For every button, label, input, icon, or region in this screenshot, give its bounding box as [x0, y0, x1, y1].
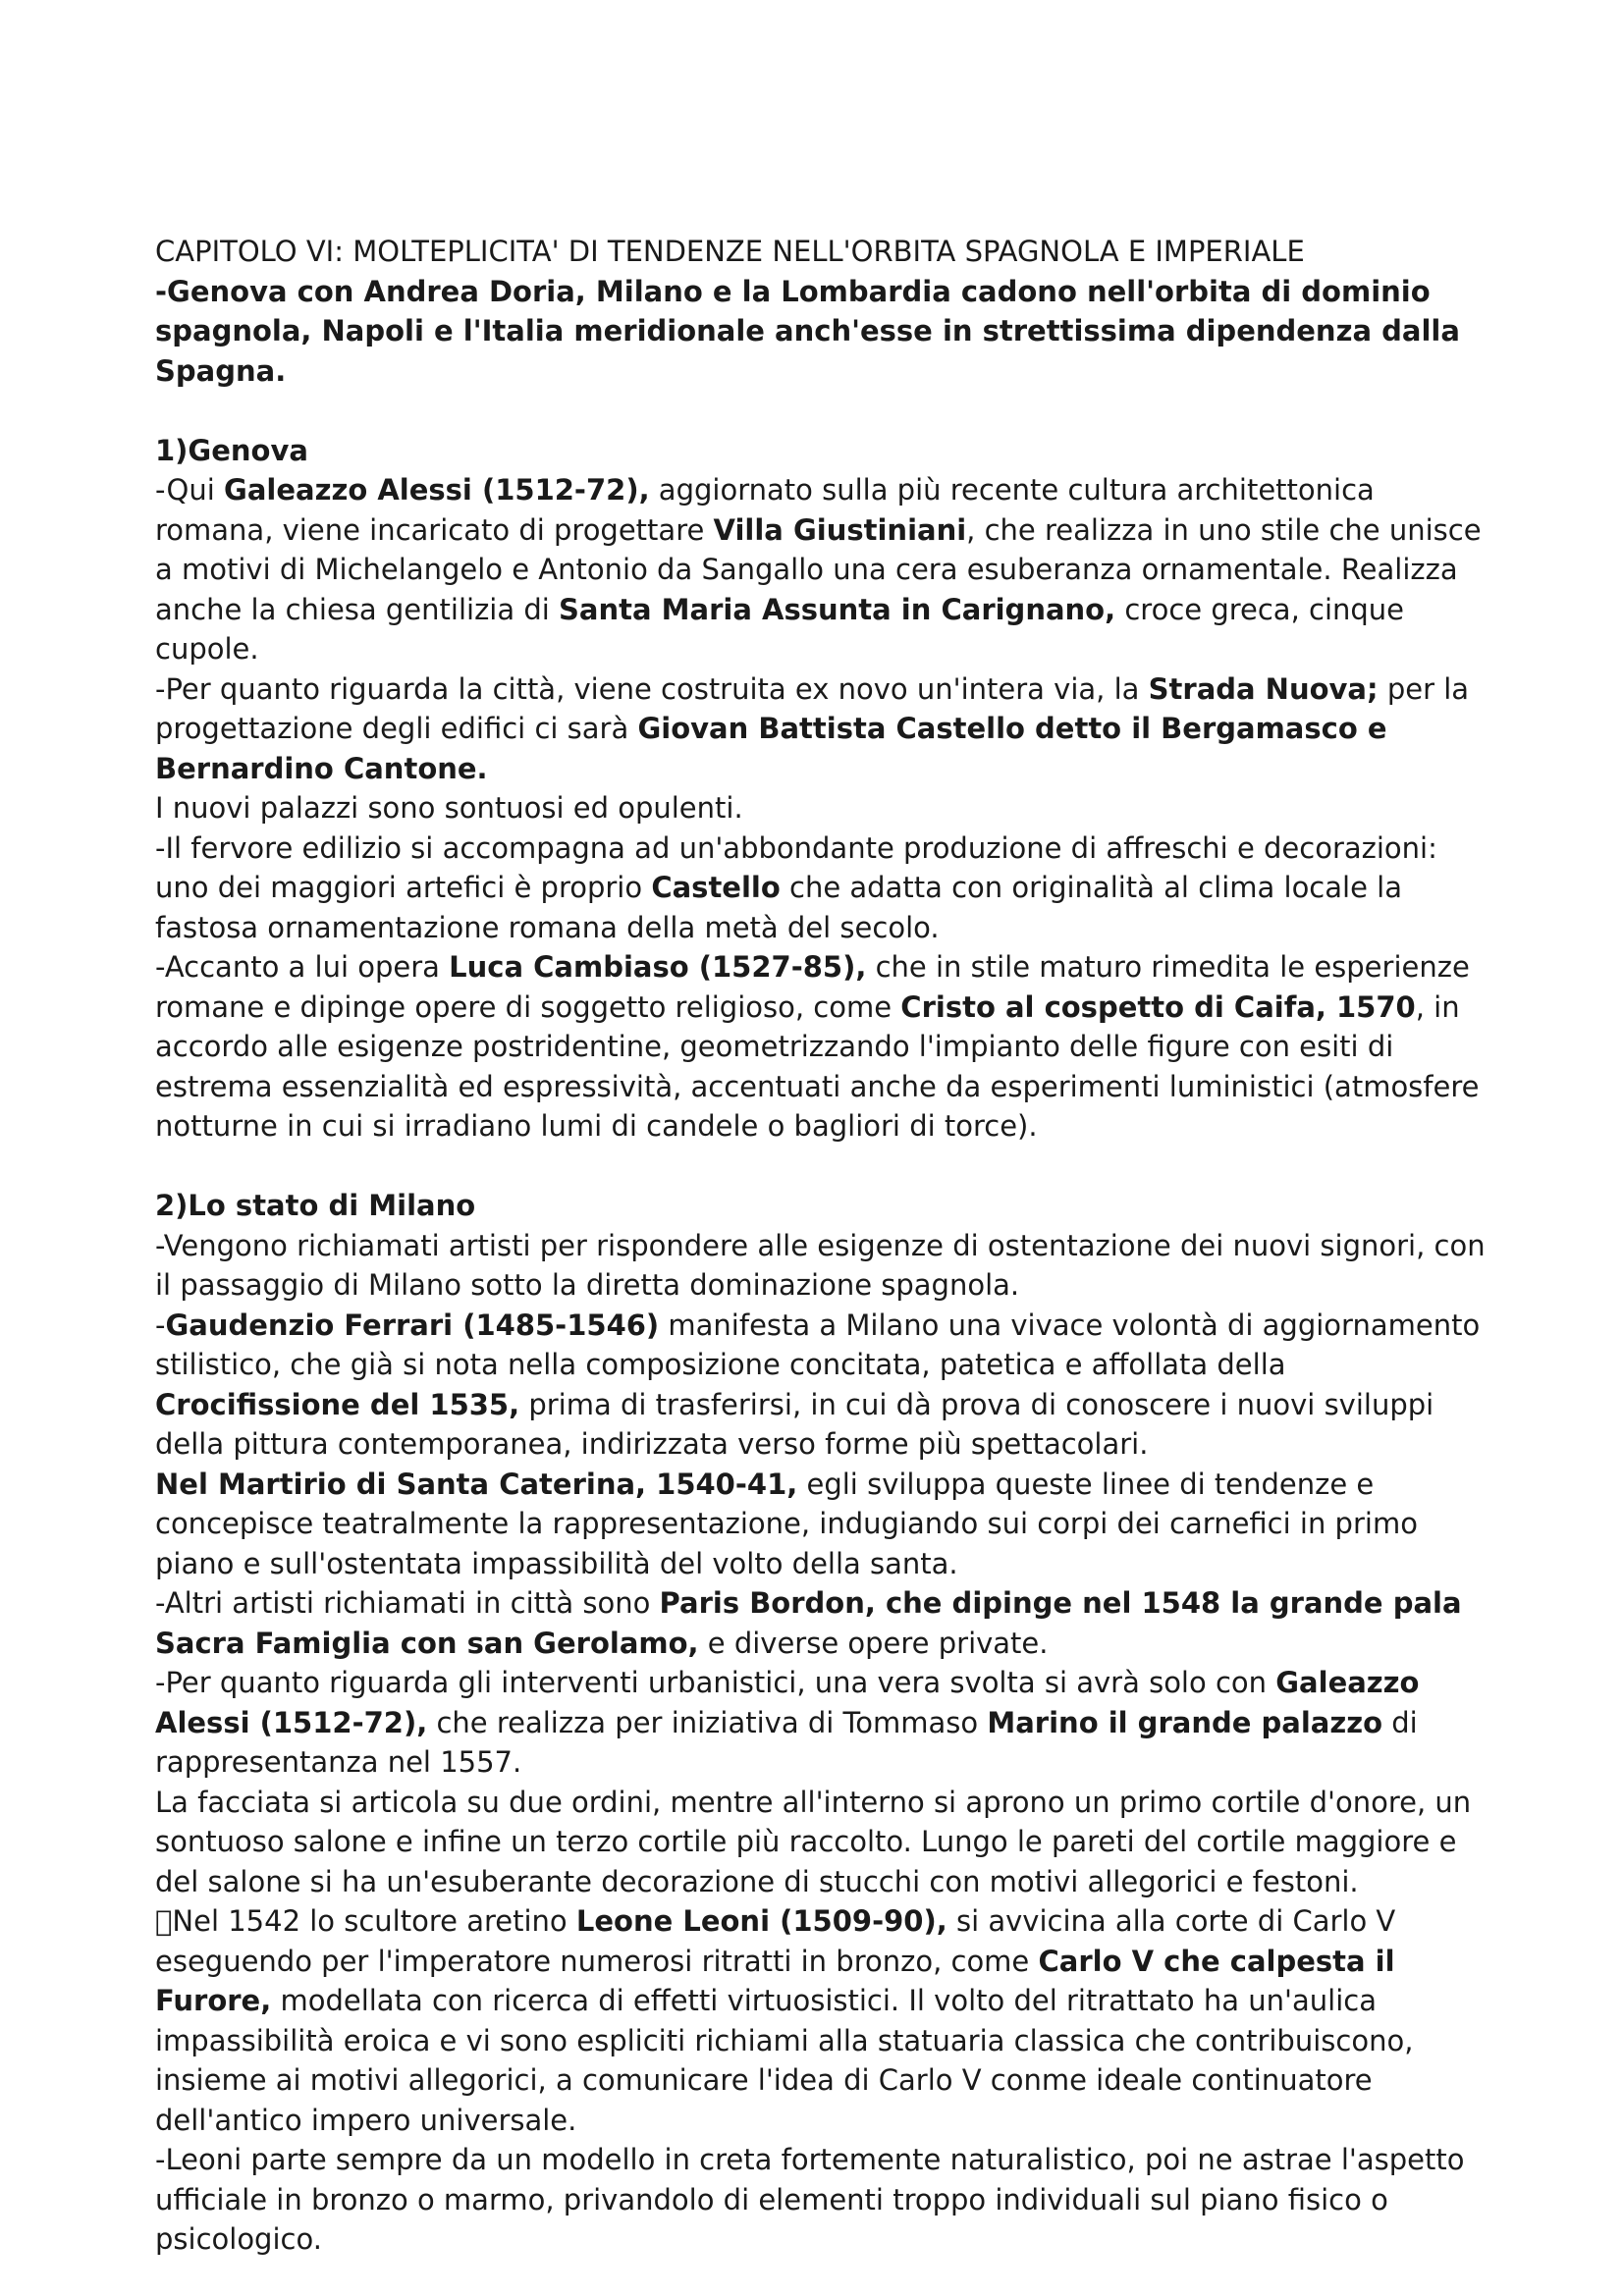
paragraph-palazzi: I nuovi palazzi sono sontuosi ed opulenti.: [155, 791, 743, 825]
paragraph-leone-leoni: Nel 1542 lo scultore aretino Leone Leoni (1509-90), si avvicina alla corte di Carlo V eseguendo per l'imperatore numerosi ritratti in bronzo, come Carlo V che calpesta il Furore, modellata con ricerca di effetti virtuosistici. Il volto del ritrattato ha un'aulica impassibilità eroica e vi sono espliciti richiami alla statuaria classica che contribuiscono, insieme ai motivi allegorici, a comunicare l'idea di Carlo V conme ideale continuatore dell'antico impero universale.: [155, 1904, 1414, 2137]
paragraph-castello: -Il fervore edilizio si accompagna ad un'abbondante produzione di affreschi e decorazioni: uno dei maggiori artefici è proprio Castello che adatta con originalità al clima locale la fastosa ornamentazione romana della metà del secolo.: [155, 830, 1437, 944]
paragraph-alessi-genova: -Qui Galeazzo Alessi (1512-72), aggiornato sulla più recente cultura architettonica romana, viene incaricato di progettare Villa Giustiniani, che realizza in uno stile che unisce a motivi di Michelangelo e Antonio da Sangallo una cera esuberanza ornamentale. Realizza anche la chiesa gentilizia di Santa Maria Assunta in Carignano, croce greca, cinque cupole.: [155, 473, 1482, 666]
section-heading-milano: 2)Lo stato di Milano: [155, 1189, 476, 1222]
intro-paragraph: -Genova con Andrea Doria, Milano e la Lombardia cadono nell'orbita di dominio spagnola, Napoli e l'Italia meridionale anch'esse in strettissima dipendenza dalla Spagna.: [155, 274, 1460, 388]
paragraph-cambiaso: -Accanto a lui opera Luca Cambiaso (1527-85), che in stile maturo rimedita le esperienze romane e dipinge opere di soggetto religioso, come Cristo al cospetto di Caifa, 1570, in accordo alle esigenze postridentine, geometrizzando l'impianto delle figure con esiti di estrema essenzialità ed espressività, accentuati anche da esperimenti luministici (atmosfere notturne in cui si irradiano lumi di candele o bagliori di torce).: [155, 950, 1480, 1143]
paragraph-paris-bordon: -Altri artisti richiamati in città sono Paris Bordon, che dipinge nel 1548 la grande pala Sacra Famiglia con san Gerolamo, e diverse opere private.: [155, 1586, 1462, 1660]
spacer: [155, 391, 1490, 431]
paragraph-gaudenzio-ferrari: -Gaudenzio Ferrari (1485-1546) manifesta a Milano una vivace volontà di aggiornamento stilistico, che già si nota nella composizione concitata, patetica e affollata della Crocifissione del 1535, prima di trasferirsi, in cui dà prova di conoscere i nuovi sviluppi della pittura contemporanea, indirizzata verso forme più spettacolari.: [155, 1308, 1481, 1461]
paragraph-alessi-milano: -Per quanto riguarda gli interventi urbanistici, una vera svolta si avrà solo con Galeazzo Alessi (1512-72), che realizza per iniziativa di Tommaso Marino il grande palazzo di rappresentanza nel 1557.: [155, 1666, 1420, 1779]
paragraph-strada-nuova: -Per quanto riguarda la città, viene costruita ex novo un'intera via, la Strada Nuova; per la progettazione degli edifici ci sarà Giovan Battista Castello detto il Bergamasco e Bernardino Cantone.: [155, 671, 1470, 785]
document-page: [155, 232, 1490, 2260]
chapter-title: CAPITOLO VI: MOLTEPLICITA' DI TENDENZE NELL'ORBITA SPAGNOLA E IMPERIALE: [155, 235, 1305, 268]
section-heading-genova: 1)Genova: [155, 433, 308, 467]
paragraph-leoni-modello: -Leoni parte sempre da un modello in creta fortemente naturalistico, poi ne astrae l'aspetto ufficiale in bronzo o marmo, privandolo di elementi troppo individuali sul piano fisico o psicologico.: [155, 2143, 1465, 2256]
paragraph-artisti-richiamati: -Vengono richiamati artisti per rispondere alle esigenze di ostentazione dei nuovi signori, con il passaggio di Milano sotto la diretta dominazione spagnola.: [155, 1228, 1486, 1302]
paragraph-facciata: La facciata si articola su due ordini, mentre all'interno si aprono un primo cortile d'onore, un sontuoso salone e infine un terzo cortile più raccolto. Lungo le pareti del cortile maggiore e del salone si ha un'esuberante decorazione di stucchi con motivi allegorici e festoni.: [155, 1785, 1472, 1898]
paragraph-martirio: Nel Martirio di Santa Caterina, 1540-41, egli sviluppa queste linee di tendenze e concepisce teatralmente la rappresentazione, indugiando sui corpi dei carnefici in primo piano e sull'ostentata impassibilità del volto della santa.: [155, 1467, 1418, 1580]
spacer: [155, 1147, 1490, 1187]
